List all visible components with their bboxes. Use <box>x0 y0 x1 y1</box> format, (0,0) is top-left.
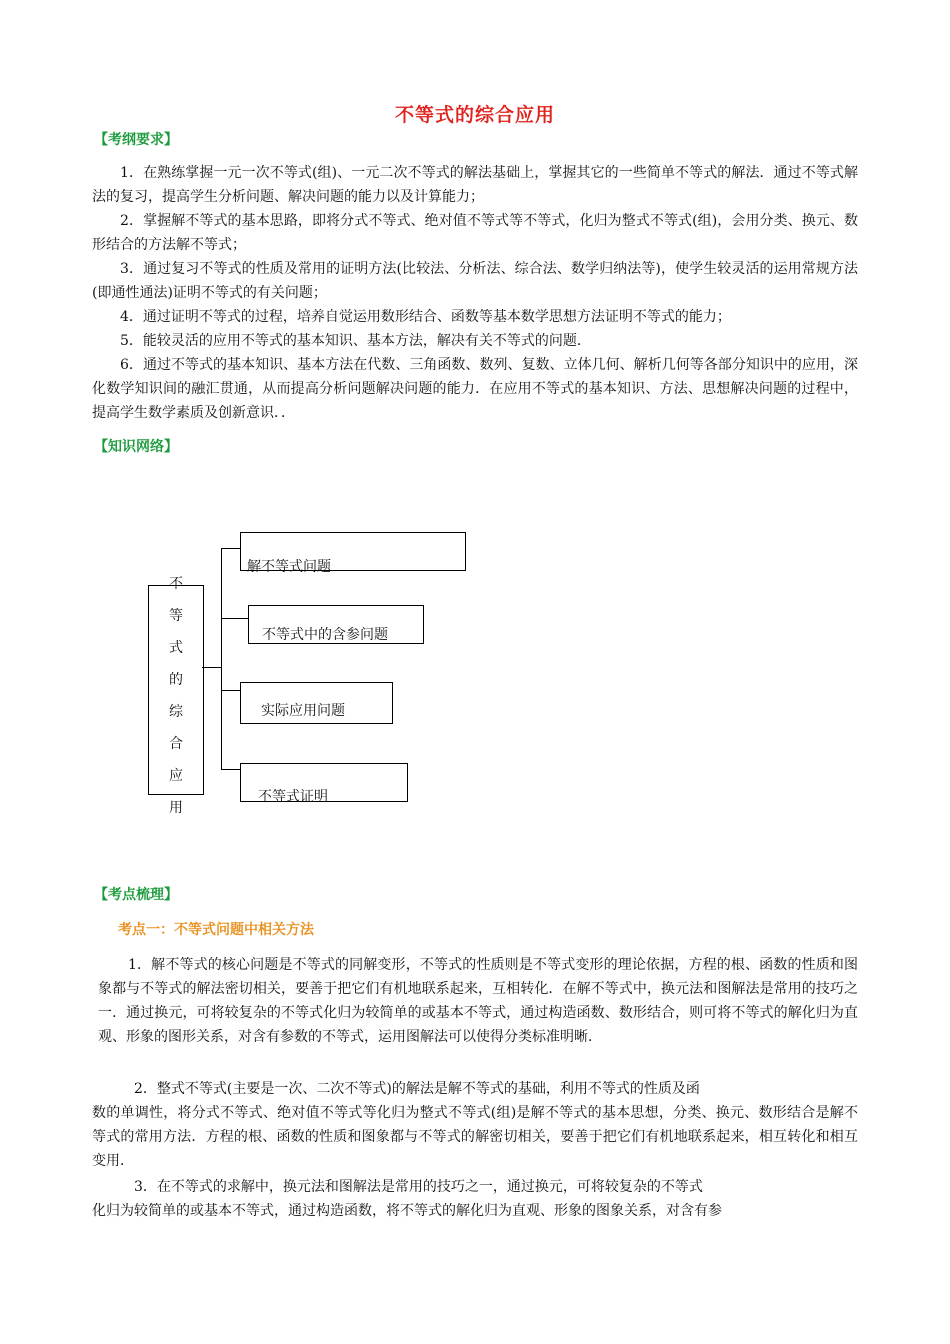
root-char: 应 <box>169 768 183 784</box>
requirement-item: 2．掌握解不等式的基本思路，即将分式不等式、绝对值不等式等不等式，化归为整式不等式(组)，会用分类、换元、数形结合的方法解不等式； <box>92 213 858 253</box>
connector-line <box>221 548 222 770</box>
requirement-item: 6．通过不等式的基本知识、基本方法在代数、三角函数、数列、复数、立体几何、解析几何等各部分知识中的应用，深化数学知识间的融汇贯通，从而提高分析问题解决问题的能力．在应用不等式的基本知识、方法、思想解决问题的过程中，提高学生数学素质及创新意识．． <box>92 357 858 421</box>
point-item: 化归为较简单的或基本不等式，通过构造函数，将不等式的解化归为直观、形象的图象关系，对含有参 <box>92 1203 722 1219</box>
root-char: 综 <box>169 704 183 720</box>
requirement-item: 3．通过复习不等式的性质及常用的证明方法(比较法、分析法、综合法、数学归纳法等)，使学生较灵活的运用常规方法(即通性通法)证明不等式的有关问题； <box>92 261 858 301</box>
connector-line <box>221 769 241 770</box>
section-heading-requirements: 【考纲要求】 <box>94 132 178 148</box>
root-char: 合 <box>169 736 183 752</box>
point-item: 数的单调性，将分式不等式、绝对值不等式等化归为整式不等式(组)是解不等式的基本思想，分类、换元、数形结合是解不等式的常用方法．方程的根、函数的性质和图象都与不等式的解密切相关，要善于把它们有机地联系起来，相互转化和相互变用． <box>92 1105 858 1169</box>
connector-line <box>221 548 240 549</box>
branch-label: 不等式中的含参问题 <box>262 627 388 643</box>
section-heading-network: 【知识网络】 <box>94 439 178 455</box>
branch-label: 不等式证明 <box>258 789 328 805</box>
point-item: 2．整式不等式(主要是一次、二次不等式)的解法是解不等式的基础，利用不等式的性质及函 <box>134 1081 700 1097</box>
branch-label: 解不等式问题 <box>247 559 331 575</box>
root-char: 用 <box>169 800 183 816</box>
point1-title: 考点一：不等式问题中相关方法 <box>118 922 314 938</box>
requirement-item: 4．通过证明不等式的过程，培养自觉运用数形结合、函数等基本数学思想方法证明不等式的能力； <box>120 309 731 325</box>
connector-line <box>202 667 222 668</box>
connector-line <box>221 618 248 619</box>
requirement-item: 5．能较灵活的应用不等式的基本知识、基本方法，解决有关不等式的问题． <box>120 333 591 349</box>
point-item: 3．在不等式的求解中，换元法和图解法是常用的技巧之一，通过换元，可将较复杂的不等式 <box>134 1179 703 1195</box>
connector-line <box>221 690 241 691</box>
point-item: 1．解不等式的核心问题是不等式的同解变形，不等式的性质则是不等式变形的理论依据，方程的根、函数的性质和图象都与不等式的解法密切相关，要善于把它们有机地联系起来，互相转化．在解不等式中，换元法和图解法是常用的技巧之一．通过换元，可将较复杂的不等式化归为较简单的或基本不等式，通过构造函数、数形结合，则可将不等式的解化归为直观、形象的图形关系，对含有参数的不等式，运用图解法可以使得分类标准明晰． <box>98 957 858 1045</box>
section-heading-points: 【考点梳理】 <box>94 887 178 903</box>
root-char: 式 <box>169 640 183 656</box>
root-char: 等 <box>169 608 183 624</box>
branch-label: 实际应用问题 <box>261 703 345 719</box>
page-title: 不等式的综合应用 <box>394 104 555 126</box>
root-char: 不 <box>169 576 183 592</box>
root-char: 的 <box>169 672 183 688</box>
requirement-item: 1．在熟练掌握一元一次不等式(组)、一元二次不等式的解法基础上，掌握其它的一些简单不等式的解法．通过不等式解法的复习，提高学生分析问题、解决问题的能力以及计算能力； <box>92 165 858 205</box>
